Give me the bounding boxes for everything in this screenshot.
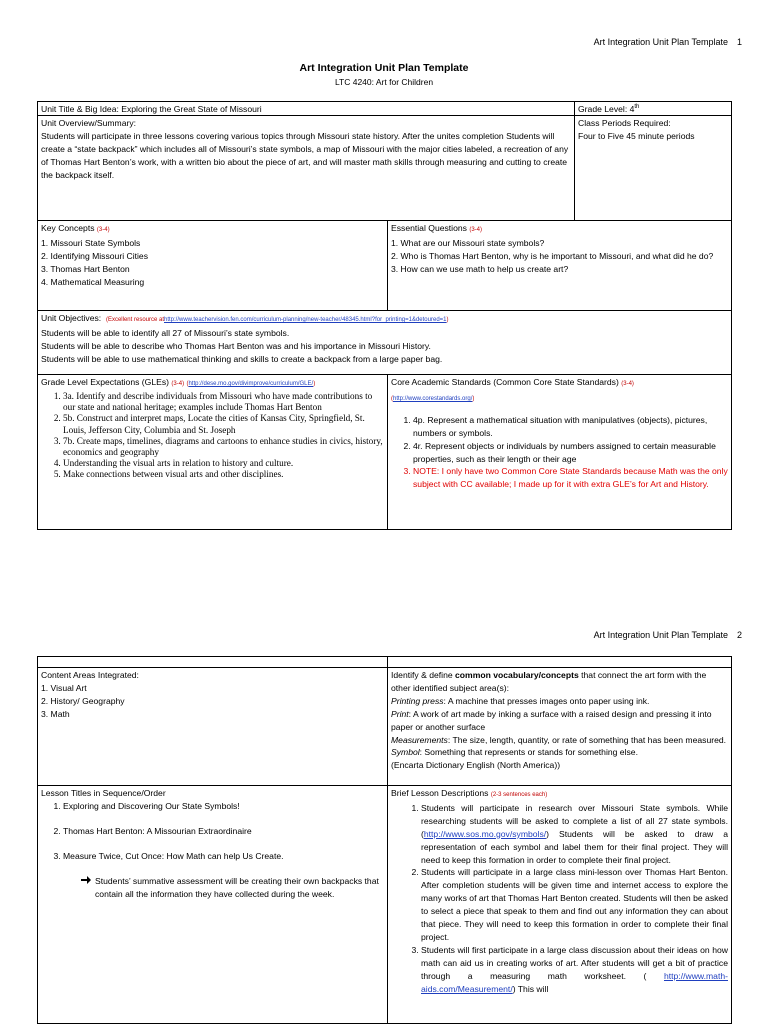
- gle-item: 5. Make connections between visual arts and other disciplines.: [63, 469, 384, 480]
- lesson-title-item: 3. Measure Twice, Cut Once: How Math can help Us Create.: [63, 850, 384, 863]
- content-areas-heading: Content Areas Integrated:: [41, 670, 139, 680]
- brief-item-3: 3. Students will first participate in a large class discussion about their ideas on how math can aid us in creating works of art. After students will get a bit of practice through a measuring math worksheet. ( http://www.math-aids.com/Measurement/) This will: [421, 944, 728, 996]
- header-label: Art Integration Unit Plan Template: [593, 630, 728, 640]
- vocab-def: : Something that represents or stands for something else.: [419, 747, 638, 758]
- content-area-item: 1. Visual Art: [41, 682, 87, 693]
- key-concept-item: 1. Missouri State Symbols: [41, 237, 141, 248]
- summative-note: Students’ summative assessment will be creating their own backpacks that contain all the information they have collected during the week.: [95, 875, 379, 899]
- key-concepts-cell: [37, 220, 388, 311]
- page-header: [594, 37, 742, 47]
- content-areas-cell: [37, 667, 388, 786]
- vocab-intro-b: that connect the art form with the other identified subject area(s):: [391, 670, 707, 693]
- brief-3-link[interactable]: http://www.math-aids.com/Measurement/: [421, 970, 728, 994]
- content-area-item: 2. History/ Geography: [41, 695, 125, 706]
- ccss-link[interactable]: http://www.corestandards.org/: [393, 395, 473, 402]
- ccss-heading: Core Academic Standards (Common Core State Standards): [391, 377, 619, 387]
- document-subtitle: LTC 4240: Art for Children: [334, 77, 434, 87]
- objective-item: Students will be able to use mathematical thinking and skills to create a backpack from a large paper bag.: [41, 353, 443, 364]
- objective-item: Students will be able to identify all 27 of Missouri’s state symbols.: [41, 327, 290, 338]
- page-number: 1: [736, 37, 742, 47]
- ccss-note: (3-4): [621, 381, 634, 387]
- brief-item-1: 1. Students will participate in research over Missouri State symbols. While researching students will be asked to complete a list of all 27 state symbols. (http://www.sos.mo.gov/symbols/) Students will be asked to draw a representation of each symbol and label them for their final project. They will need to keep this formation in order to complete their final project.: [421, 802, 728, 867]
- objectives-link[interactable]: http://www.teachervision.fen.com/curriculum-planning/new-teacher/48345.html?for_printing=1&detoured=1: [164, 317, 447, 323]
- brief-note: (2-3 sentences each): [490, 792, 548, 798]
- periods-heading: Class Periods Required:: [578, 118, 671, 128]
- content-area-item: 3. Math: [41, 708, 70, 719]
- objectives-cell: [37, 310, 732, 375]
- lesson-titles-cell: [37, 785, 388, 1024]
- key-concept-item: 4. Mathematical Measuring: [41, 276, 145, 287]
- key-concept-item: 2. Identifying Missouri Cities: [41, 250, 148, 261]
- gle-link[interactable]: http://dese.mo.gov/divimprove/curriculum/GLE/: [188, 381, 314, 387]
- overview-text: Students will participate in three lessons covering various topics through Missouri state history. After the unites completion Students will create a “state backpack” which includes all of Missouri’s state symbols, a map of Missouri with the major cities labeled, a recreation of any of Thomas Hart Benton’s work, with a written bio about the piece of art, and will master math skills through measuring and cutting to create the backpack itself.: [41, 130, 569, 180]
- ccss-item: 2. 4r. Represent objects or individuals by numbers assigned to certain measurable properties, such as their length or their age: [413, 440, 728, 466]
- periods-cell: [574, 115, 732, 221]
- vocab-def: : The size, length, quantity, or rate of something that has been measured.: [447, 734, 727, 745]
- objectives-note: (Excellent resource at: [105, 317, 164, 323]
- gle-item: 2. 5b. Construct and interpret maps, Locate the cities of Kansas City, Springfield, St. Louis, Jefferson City, Columbia and St. Joseph: [63, 413, 384, 435]
- page-header: [594, 630, 742, 640]
- grade-level-cell: [574, 101, 732, 116]
- gle-item: 1. 3a. Identify and describe individuals from Missouri who have made contributions to our state and national heritage; examples include Thomas Hart Benton: [63, 391, 384, 413]
- header-label: Art Integration Unit Plan Template: [593, 37, 728, 47]
- eq-item: 3. How can we use math to help us create art?: [391, 263, 569, 274]
- eq-item: 2. Who is Thomas Hart Benton, why is he important to Missouri, and what did he do?: [391, 250, 714, 261]
- gle-item: 3. 7b. Create maps, timelines, diagrams and cartoons to enhance studies in civics, history, economics and geography: [63, 436, 384, 458]
- key-concepts-note: (3-4): [96, 227, 110, 233]
- vocab-term: Printing press: [391, 695, 444, 706]
- vocab-intro-a: Identify & define: [391, 670, 456, 680]
- vocab-def: : A machine that presses images onto paper using ink.: [443, 695, 650, 706]
- brief-descriptions-cell: [387, 785, 732, 1024]
- brief-heading: Brief Lesson Descriptions: [391, 788, 489, 798]
- vocab-intro-bold: common vocabulary/concepts: [455, 670, 579, 680]
- eq-heading: Essential Questions: [391, 223, 467, 233]
- brief-item-2: 2. Students will participate in a large class mini-lesson over Thomas Hart Benton. After completion students will be given time and internet access to explore the many works of art that Thomas Hart Benton created. Students will then be asked to select a piece that speak to them and find out any information they can about that piece. They will need to keep this formation in order to complete their final project.: [421, 866, 728, 943]
- arrow-right-icon: [81, 875, 95, 901]
- key-concepts-heading: Key Concepts: [41, 223, 95, 233]
- page-number: 2: [736, 630, 742, 640]
- key-concept-item: 3. Thomas Hart Benton: [41, 263, 130, 274]
- eq-note: (3-4): [469, 227, 483, 233]
- vocab-term: Measurements: [391, 734, 448, 745]
- grade-level: Grade Level: 4: [578, 104, 635, 114]
- lesson-title-item: 1. Exploring and Discovering Our State Symbols!: [63, 800, 384, 813]
- ccss-cell: Core Academic Standards (Common Core State Standards) (3-4) (http://www.corestandards.org/) 1. 4p. Represent a mathematical situation with manipulatives (objects), pictures, numbers or symbols. 2. 4r. Represent objects or individuals by numbers assigned to certain measurable properties, such as their length or their age 3. NOTE: I only have two Common Core State Standards because Math was the only subject with CC available; I made up for it with extra GLE’s for Art and History.: [387, 374, 732, 530]
- overview-cell: [37, 115, 575, 221]
- gle-heading: Grade Level Expectations (GLEs): [41, 377, 170, 387]
- vocab-term: Print: [391, 708, 409, 719]
- objectives-heading: Unit Objectives:: [41, 313, 102, 323]
- vocab-term: Symbol: [391, 747, 420, 758]
- gle-cell: Grade Level Expectations (GLEs) (3-4) (http://dese.mo.gov/divimprove/curriculum/GLE/) 1. 3a. Identify and describe individuals from Missouri who have made contributions to our state and national heritage; examples include Thomas Hart Benton 2. 5b. Construct and interpret maps, Locate the cities of Kansas City, Springfield, St. Louis, Jefferson City, Columbia and St. Joseph 3. 7b. Create maps, timelines, diagrams and cartoons to enhance studies in civics, history, economics and geography 4. Understanding the visual arts in relation to history and culture. 5. Make connections between visual arts and other disciplines.: [37, 374, 388, 530]
- unit-title-cell: [37, 101, 575, 116]
- lesson-titles-heading: Lesson Titles in Sequence/Order: [41, 788, 166, 798]
- gle-item: 4. Understanding the visual arts in relation to history and culture.: [63, 458, 384, 469]
- gle-note: (3-4): [171, 381, 185, 387]
- objective-item: Students will be able to describe who Thomas Hart Benton was and his importance in Missouri History.: [41, 340, 431, 351]
- vocab-source: (Encarta Dictionary English (North America)): [391, 760, 561, 771]
- essential-questions-cell: [387, 220, 732, 311]
- overview-heading: Unit Overview/Summary:: [41, 118, 137, 128]
- periods-text: Four to Five 45 minute periods: [578, 130, 695, 141]
- ccss-red-note: 3. NOTE: I only have two Common Core State Standards because Math was the only subject with CC available; I made up for it with extra GLE’s for Art and History.: [413, 465, 728, 491]
- vocabulary-cell: [387, 667, 732, 786]
- summative-note-row: [81, 875, 384, 901]
- document-title: Art Integration Unit Plan Template: [299, 62, 469, 74]
- lesson-title-item: 2. Thomas Hart Benton: A Missourian Extraordinaire: [63, 825, 384, 838]
- vocab-def: : A work of art made by inking a surface with a raised design and pressing it into paper or another surface: [391, 708, 712, 732]
- objectives-note-end: ): [446, 317, 449, 323]
- ccss-item: 1. 4p. Represent a mathematical situation with manipulatives (objects), pictures, numbers or symbols.: [413, 414, 728, 440]
- unit-title: Unit Title & Big Idea: Exploring the Great State of Missouri: [41, 104, 262, 114]
- brief-1-link[interactable]: http://www.sos.mo.gov/symbols/: [423, 828, 547, 839]
- eq-item: 1. What are our Missouri state symbols?: [391, 237, 545, 248]
- grade-level-sup: th: [634, 104, 640, 111]
